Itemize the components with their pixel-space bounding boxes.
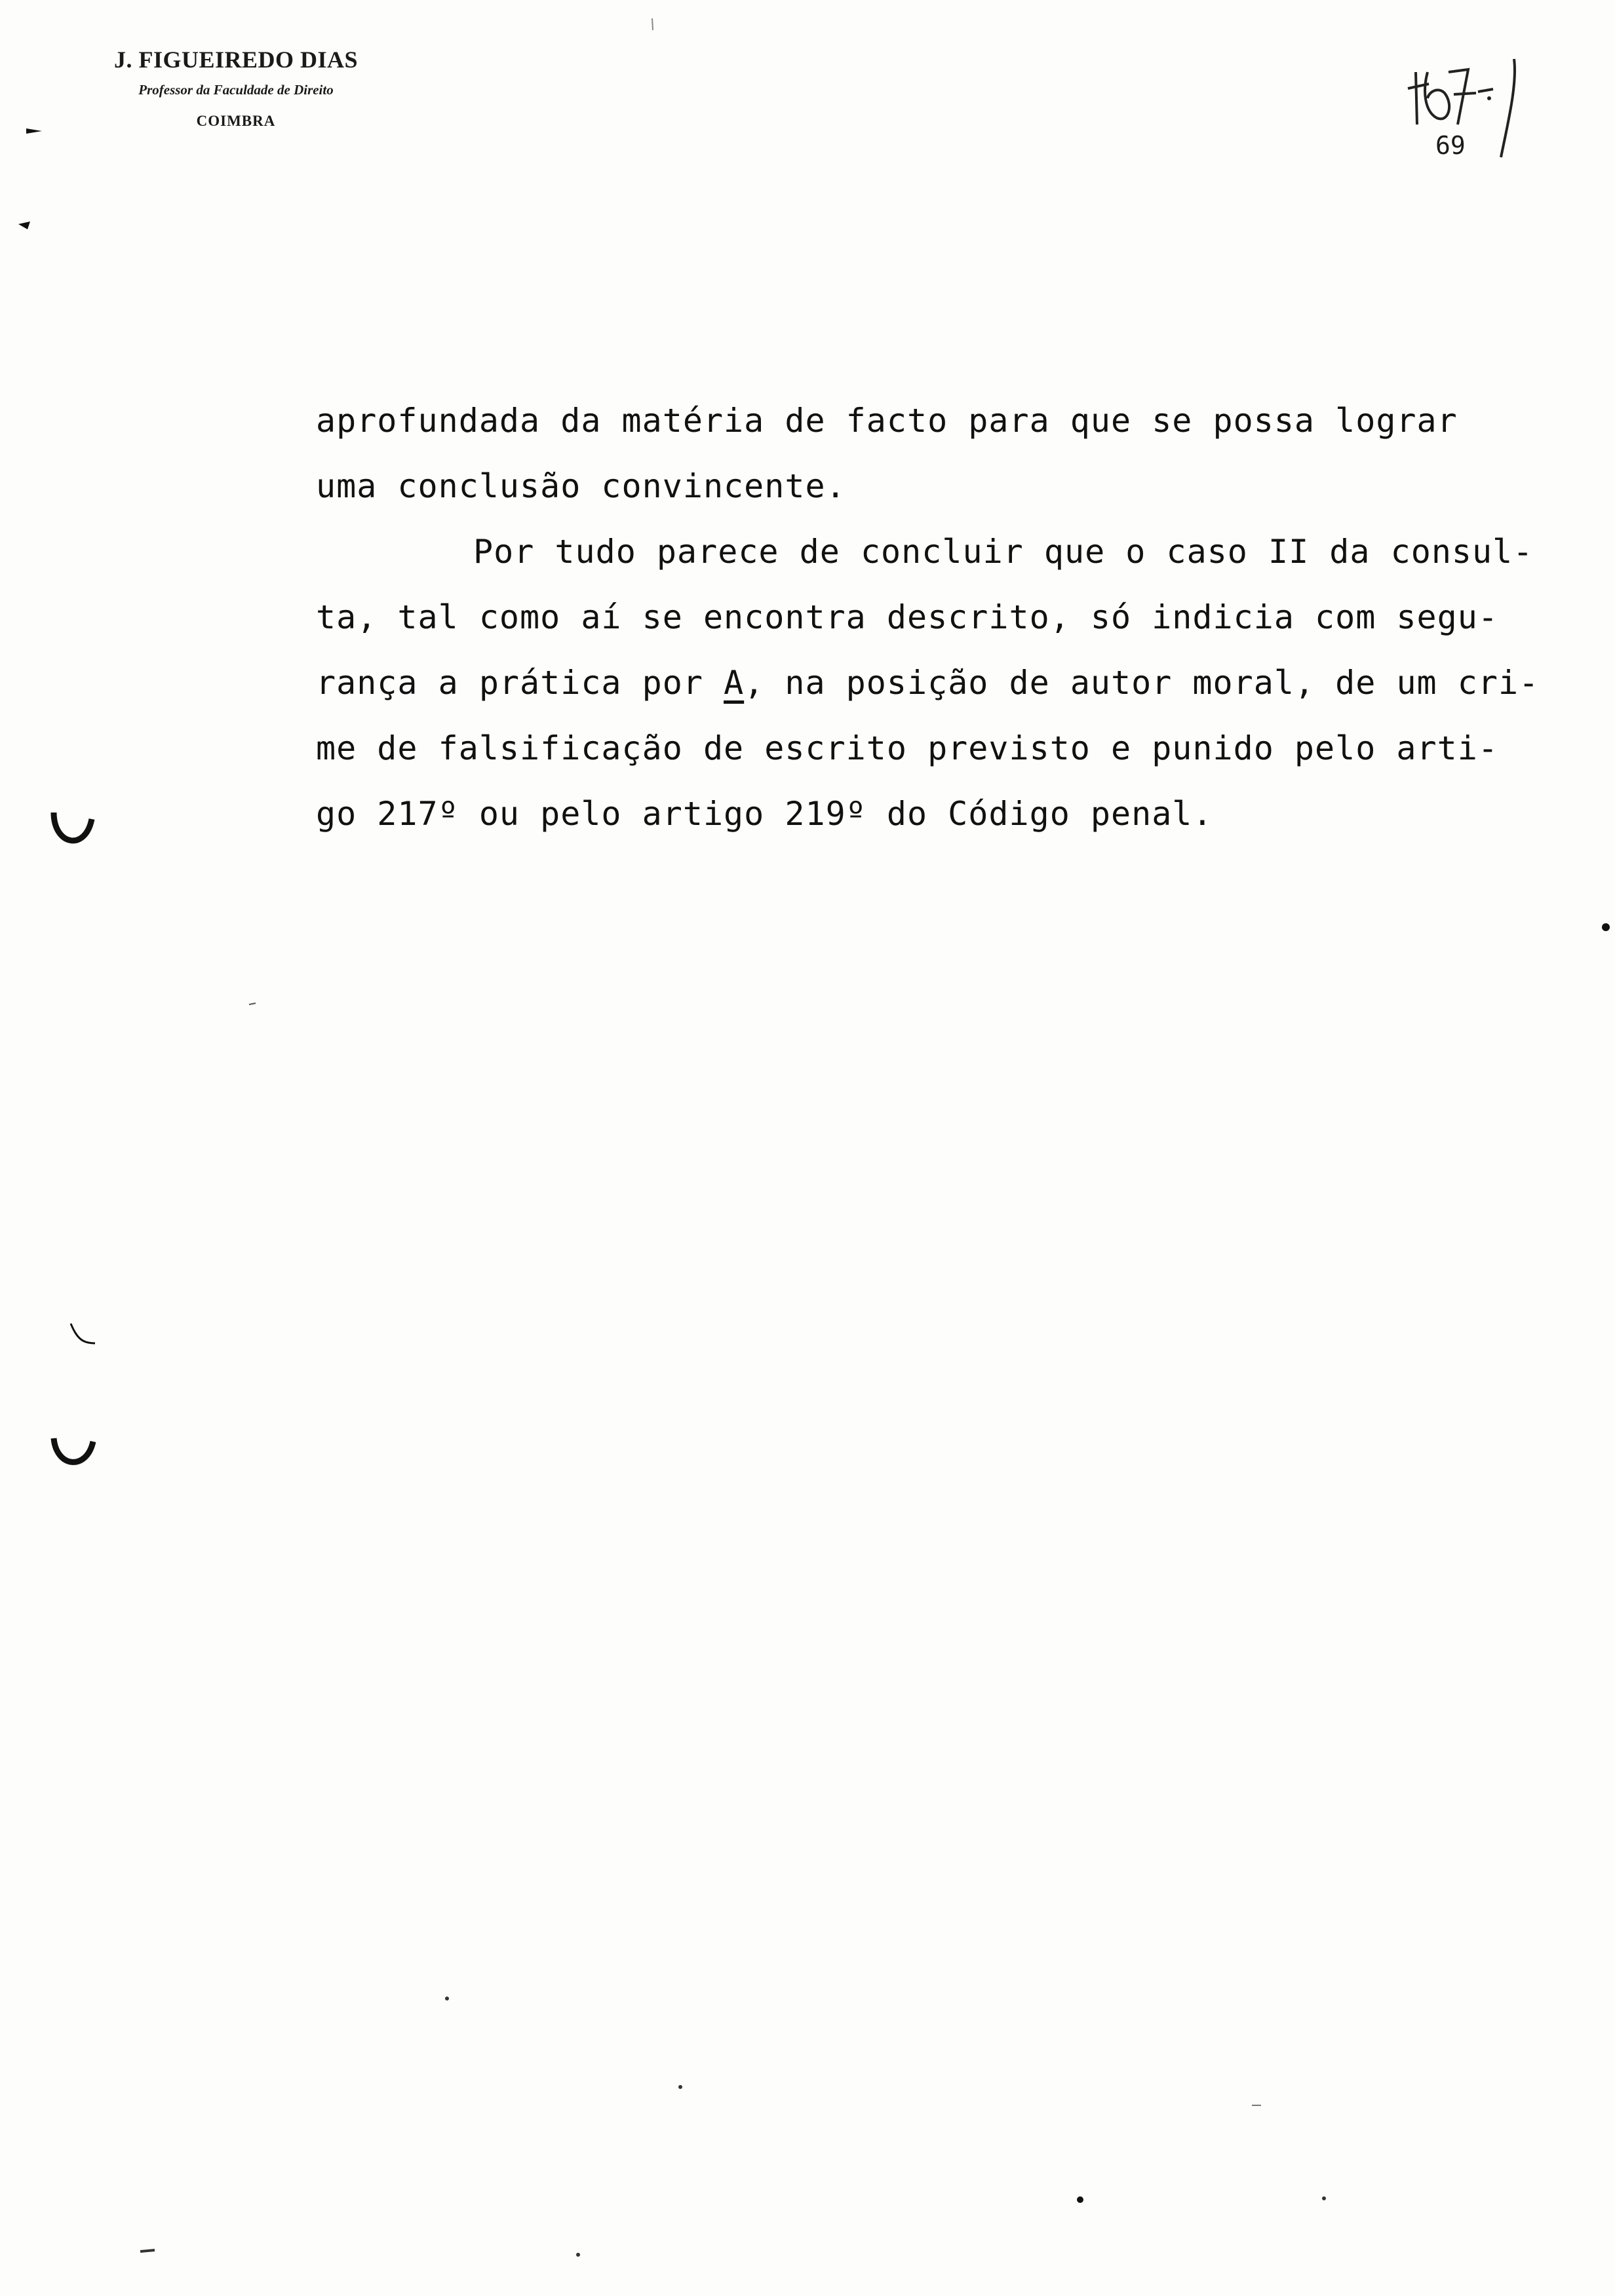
body-line bbox=[316, 519, 1534, 584]
body-line: uma conclusão convincente. bbox=[316, 467, 846, 505]
handwritten-folio-mark bbox=[1403, 46, 1547, 177]
margin-arrow-mark bbox=[26, 128, 42, 134]
letterhead-name: J. FIGUEIREDO DIAS bbox=[113, 47, 359, 73]
binder-hole-mark bbox=[54, 1438, 93, 1462]
body-line-text: rança a prática por bbox=[316, 664, 724, 702]
scan-speck bbox=[249, 1003, 256, 1004]
scan-speck bbox=[652, 18, 653, 30]
body-line: ta, tal como aí se encontra descrito, só indicia com segu- bbox=[316, 598, 1498, 636]
letterhead-city: COIMBRA bbox=[196, 113, 276, 129]
binder-hole-mark bbox=[71, 1324, 95, 1343]
body-line-text: , na posição de autor moral, de um cri- bbox=[744, 664, 1540, 702]
binder-hole-mark bbox=[54, 813, 92, 841]
scan-speck bbox=[1322, 2196, 1326, 2200]
document-body bbox=[316, 388, 1540, 847]
body-line bbox=[316, 650, 1540, 716]
body-line: me de falsificação de escrito previsto e punido pelo arti- bbox=[316, 729, 1498, 767]
body-line-text: Por tudo parece de concluir que o caso II da consul- bbox=[473, 533, 1534, 571]
body-line: aprofundada da matéria de facto para que se possa lograr bbox=[316, 402, 1458, 440]
underlined-party-a: A bbox=[724, 664, 745, 702]
scan-speck bbox=[678, 2085, 682, 2089]
body-line: go 217º ou pelo artigo 219º do Código penal. bbox=[316, 795, 1213, 833]
letterhead bbox=[66, 45, 406, 132]
page-number: 69 bbox=[1435, 131, 1466, 160]
letterhead-title: Professor da Faculdade de Direito bbox=[138, 82, 334, 98]
scan-speck bbox=[140, 2250, 155, 2251]
scan-speck bbox=[1077, 2196, 1083, 2203]
scan-speck bbox=[445, 1997, 449, 2000]
margin-arrow-mark bbox=[18, 221, 30, 229]
scan-speck bbox=[1602, 923, 1610, 931]
scan-speck bbox=[576, 2253, 580, 2257]
